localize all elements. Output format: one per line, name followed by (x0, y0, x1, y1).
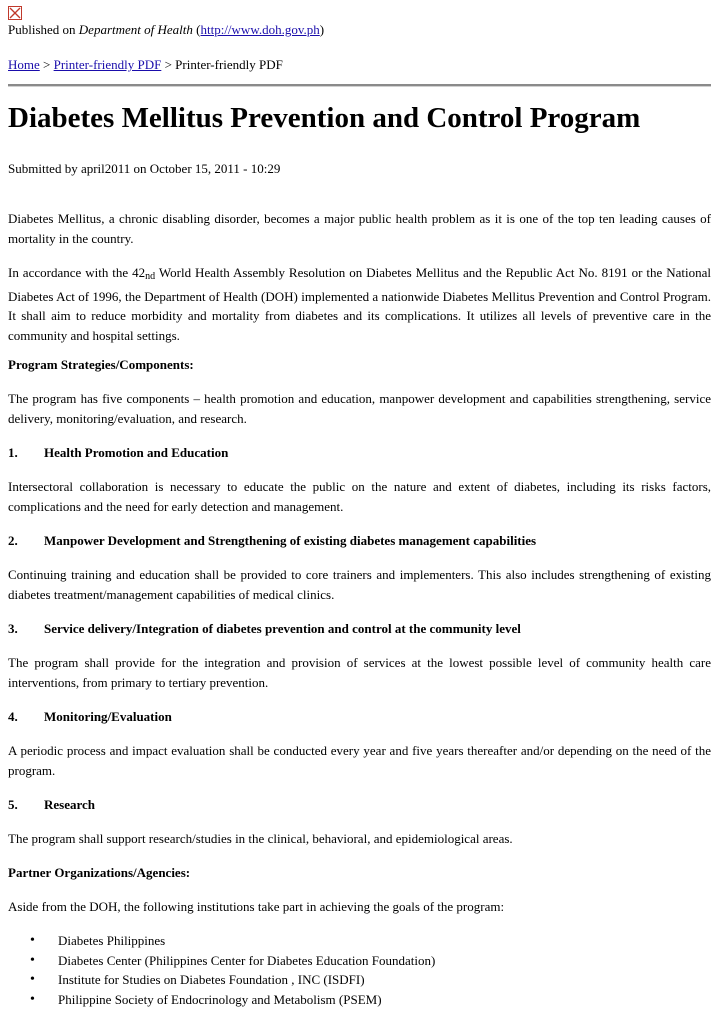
component-number: 5. (8, 797, 18, 812)
component-heading (8, 707, 172, 727)
strategies-heading: Program Strategies/Components: (8, 357, 194, 372)
url-open-paren: ( (192, 22, 201, 37)
component-heading (8, 795, 95, 815)
bullet-icon: • (30, 991, 35, 1007)
partners-heading: Partner Organizations/Agencies: (8, 865, 191, 880)
component-title: Research (44, 797, 96, 812)
component-number: 4. (8, 709, 18, 724)
component-title: Service delivery/Integration of diabetes prevention and control at the community level (44, 621, 521, 636)
partner-name: Institute for Studies on Diabetes Foundation , INC (ISDFI) (58, 972, 365, 987)
partner-name: Philippine Society of Endocrinology and Metabolism (PSEM) (58, 991, 382, 1007)
accordance-text-start: In accordance with the 42 (8, 265, 146, 280)
list-item (8, 990, 435, 1010)
component-number: 2. (8, 533, 18, 548)
breadcrumb (8, 56, 283, 74)
component-number: 3. (8, 621, 18, 636)
list-item (8, 931, 435, 951)
component-title: Manpower Development and Strengthening of existing diabetes management capabilities (44, 533, 537, 548)
partner-name: Diabetes Center (Philippines Center for Diabetes Education Foundation) (58, 952, 436, 968)
component-paragraph: Intersectoral collaboration is necessary to educate the public on the nature and extent of diabetes, including its risks factors, complications and the need for early detection and management. (8, 479, 711, 514)
intro-paragraph: Diabetes Mellitus, a chronic disabling disorder, becomes a major public health problem as it is one of the top ten leading causes of mortality in the country. (8, 211, 711, 246)
site-url-link[interactable]: http://www.doh.gov.ph (200, 22, 320, 37)
component-paragraph: Continuing training and education shall be provided to core trainers and implementers. This also includes strengthening of existing diabetes treatment/management capabilities of medical clinics. (8, 567, 711, 602)
page-title: Diabetes Mellitus Prevention and Control Program (8, 102, 641, 134)
published-prefix: Published on (8, 22, 79, 37)
breadcrumb-separator: > (161, 57, 176, 72)
component-heading (8, 443, 228, 463)
url-close-paren: ) (319, 22, 325, 37)
ordinal-suffix: nd (145, 271, 156, 282)
component-heading (8, 531, 536, 551)
component-number: 1. (8, 445, 18, 460)
list-item (8, 970, 435, 990)
header-divider (8, 84, 711, 87)
list-item (8, 951, 435, 971)
component-paragraph: A periodic process and impact evaluation shall be conducted every year and five years thereafter and/or depending on the need of the program. (8, 743, 711, 778)
accordance-text-rest: World Health Assembly Resolution on Diabetes Mellitus and the Republic Act No. 8191 or the National Diabetes Act of 1996, the Department of Health (DOH) implemented a nationwide Diabetes Mellitus Prevention and Control Program. It shall aim to reduce morbidity and mortality from diabetes and its complications. It utilizes all levels of preventive care in the community and hospital settings. (8, 265, 711, 343)
breadcrumb-separator: > (39, 57, 54, 72)
breadcrumb-printer-friendly-link[interactable]: Printer-friendly PDF (53, 57, 162, 72)
partner-name: Diabetes Philippines (58, 933, 166, 948)
bullet-icon: • (30, 972, 35, 987)
component-title: Health Promotion and Education (44, 445, 229, 460)
site-name: Department of Health (78, 22, 193, 37)
component-heading (8, 619, 521, 639)
published-on-line (8, 21, 324, 39)
breadcrumb-home-link[interactable]: Home (8, 57, 40, 72)
component-paragraph: The program shall support research/studies in the clinical, behavioral, and epidemiological areas. (8, 831, 513, 846)
bullet-icon: • (30, 933, 35, 948)
strategies-paragraph: The program has five components – health promotion and education, manpower development and capabilities strengthening, service delivery, monitoring/evaluation, and research. (8, 391, 711, 426)
partners-paragraph: Aside from the DOH, the following institutions take part in achieving the goals of the program: (8, 899, 505, 914)
submitted-by-line: Submitted by april2011 on October 15, 2011 - 10:29 (8, 161, 281, 176)
component-title: Monitoring/Evaluation (44, 709, 172, 724)
bullet-icon: • (30, 952, 35, 968)
accordance-paragraph (8, 263, 711, 345)
broken-image-icon (8, 6, 22, 20)
breadcrumb-current: Printer-friendly PDF (175, 57, 283, 72)
partners-list (8, 931, 435, 1009)
component-paragraph: The program shall provide for the integration and provision of services at the lowest possible level of community health care interventions, from primary to tertiary prevention. (8, 655, 711, 690)
